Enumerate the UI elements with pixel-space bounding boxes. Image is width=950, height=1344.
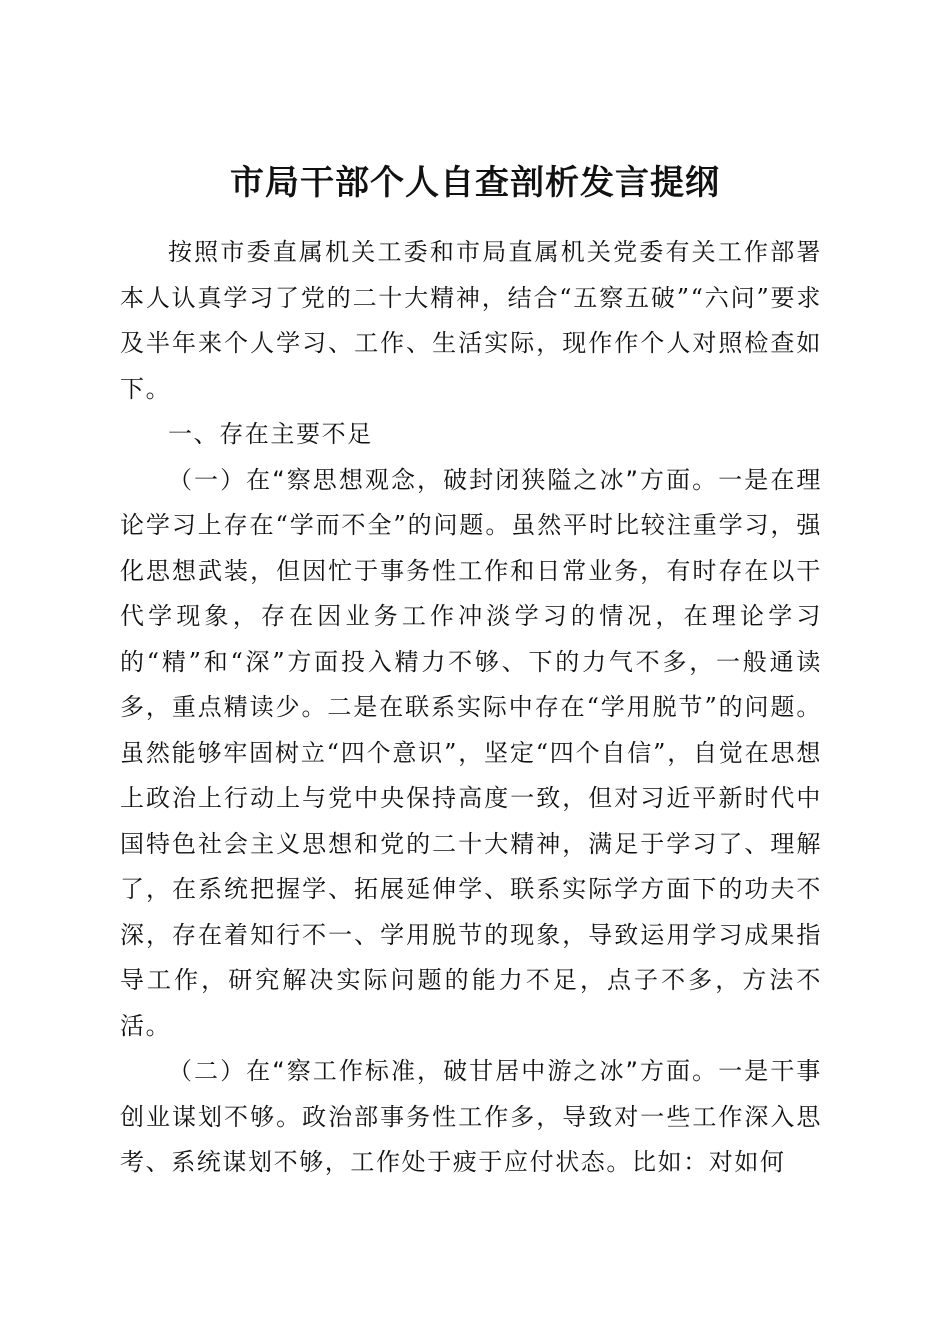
subsection-text-1: 一是在理论学习上存在“学而不全”的问题。虽然平时比较注重学习，强化思想武装，但因忙于事务性工作和日常业务，有时存在以干代学现象，存在因业务工作冲淡学习的情况，在理论学习的“精”和“深”方面投入精力不够、下的力气不多，一般通读多，重点精读少。二是在联系实际中存在“学用脱节”的问题。虽然能够牢固树立“四个意识”，坚定“四个自信”，自觉在思想上政治上行动上与党中央保持高度一致，但对习近平新时代中国特色社会主义思想和党的二十大精神，满足于学习了、理解了，在系统把握学、拓展延伸学、联系实际学方面下的功夫不深，存在着知行不一、学用脱节的现象，导致运用学习成果指导工作，研究解决实际问题的能力不足，点子不多，方法不活。 xyxy=(120,465,822,1040)
document-body xyxy=(120,230,822,1186)
document-title: 市局干部个人自查剖析发言提纲 xyxy=(230,162,720,203)
subsection-lead-2: （二）在“察工作标准，破甘居中游之冰”方面。 xyxy=(168,1057,719,1085)
subsection-paragraph-1 xyxy=(120,458,822,1050)
subsection-paragraph-2 xyxy=(120,1049,822,1186)
subsection-text-2: 一是干事创业谋划不够。政治部事务性工作多，导致对一些工作深入思考、系统谋划不够，工作处于疲于应付状态。比如：对如何 xyxy=(120,1057,822,1176)
intro-paragraph: 按照市委直属机关工委和市局直属机关党委有关工作部署本人认真学习了党的二十大精神，结合“五察五破”“六问”要求及半年来个人学习、工作、生活实际，现作作个人对照检查如下。 xyxy=(120,238,822,403)
section-heading-1: 一、存在主要不足 xyxy=(168,420,373,448)
subsection-lead-1: （一）在“察思想观念，破封闭狭隘之冰”方面。 xyxy=(168,465,719,494)
